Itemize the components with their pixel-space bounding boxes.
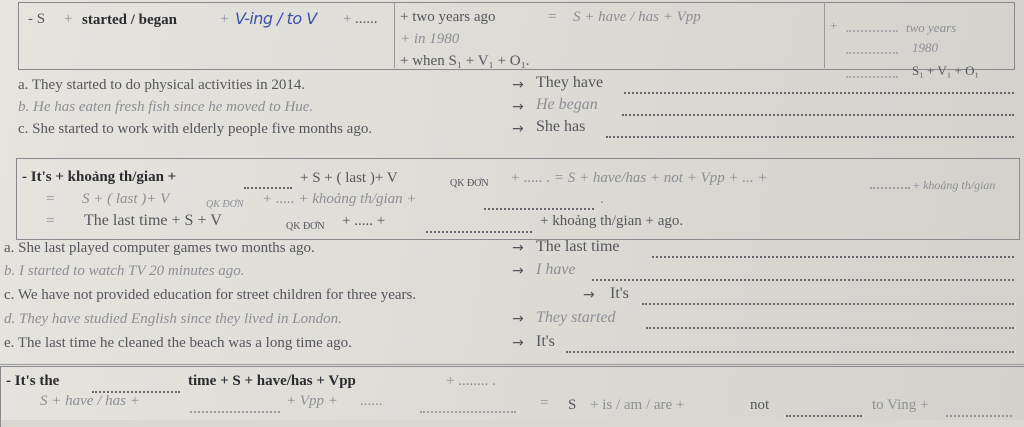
arrow-icon: → <box>512 263 524 279</box>
exercise-2b-sentence: b. I started to watch TV 20 minutes ago. <box>4 263 245 279</box>
formula-plus: + <box>343 11 352 27</box>
formula3-equals: = <box>540 395 549 411</box>
arrow-icon: → <box>512 99 524 115</box>
formula3-is-am-are: + is / am / are + <box>590 397 685 413</box>
formula2-s-last-v-alt: S + ( last )+ V <box>82 191 170 207</box>
exercise-2c-answer-line[interactable] <box>642 303 1014 305</box>
formula3-to-ving: to Ving + <box>872 397 929 413</box>
formula-blank: ...... <box>355 11 378 27</box>
formula3-end: + ........ . <box>446 373 496 389</box>
formula-verb-started-began: started / began <box>82 12 177 28</box>
answer-line <box>244 187 292 189</box>
formula2-equals: = <box>46 191 55 207</box>
formula-divider-2 <box>824 2 825 68</box>
answer-line <box>484 208 594 210</box>
exercise-1a-answer-line[interactable] <box>624 92 1014 94</box>
formula-plus: + <box>830 18 838 33</box>
answer-line <box>846 52 898 54</box>
arrow-icon: → <box>512 335 524 351</box>
formula-box-first-time <box>0 366 1024 427</box>
arrow-icon: → <box>512 121 524 137</box>
formula-equals: = <box>548 9 557 25</box>
exercise-2e-answer-line[interactable] <box>566 351 1014 353</box>
formula2-plus-blank: + ..... + <box>342 213 386 229</box>
formula-divider-1 <box>394 2 395 68</box>
exercise-2b-prompt: I have <box>536 261 576 278</box>
formula-plus: + <box>64 11 73 27</box>
exercise-2b-answer-line[interactable] <box>592 279 1014 281</box>
formula-option-two-years-ago: + two years ago <box>400 9 496 25</box>
formula2-its-time: - It's + khoảng th/gian + <box>22 169 177 185</box>
exercise-2a-answer-line[interactable] <box>652 256 1014 258</box>
formula3-blank: ...... <box>360 393 383 409</box>
formula2-equals: = <box>46 213 55 229</box>
formula3-vpp: + Vpp + <box>286 393 338 409</box>
formula2-tense-label: QK ĐƠN <box>286 221 325 232</box>
handwritten-answer: V-ing / to V <box>235 9 317 28</box>
formula2-period: . <box>600 191 604 207</box>
formula2-duration-ago: + khoảng th/gian + ago. <box>540 213 684 229</box>
exercise-2a-prompt: The last time <box>536 238 620 255</box>
answer-line <box>420 411 516 413</box>
formula-plus: + <box>220 11 229 27</box>
formula3-s-have-has: S + have / has + <box>40 393 140 409</box>
formula-prefix: - S <box>28 11 46 27</box>
exercise-2c-sentence: c. We have not provided education for street children for three years. <box>4 287 417 303</box>
answer-line <box>846 76 898 78</box>
exercise-2d-prompt: They started <box>536 309 616 326</box>
section3-top-rule <box>0 364 1024 365</box>
answer-line <box>786 415 862 417</box>
exercise-2c-prompt: It's <box>610 285 629 302</box>
formula-right-1980: 1980 <box>912 40 938 55</box>
exercise-2d-sentence: d. They have studied English since they lived in London. <box>4 311 342 327</box>
exercise-1a-sentence: a. They started to do physical activities in 2014. <box>18 77 306 93</box>
exercise-2d-answer-line[interactable] <box>646 327 1014 329</box>
exercise-2a-sentence: a. She last played computer games two months ago. <box>4 240 315 256</box>
formula-right-clause: S₁ + V₁ + O₁ <box>912 63 980 78</box>
formula2-tense-label: QK ĐƠN <box>206 199 244 210</box>
formula3-time-clause: time + S + have/has + Vpp <box>188 373 356 389</box>
formula-option-in-1980: + in 1980 <box>400 31 460 47</box>
formula-right-two-years: two years <box>906 20 957 35</box>
formula2-s-last-v: + S + ( last )+ V <box>300 170 398 186</box>
formula-option-when-clause: + when S₁ + V₁ + O₁. <box>400 53 530 69</box>
arrow-icon: → <box>512 240 524 256</box>
exercise-1c-sentence: c. She started to work with elderly people five months ago. <box>18 121 373 137</box>
exercise-1c-prompt: She has <box>536 118 586 135</box>
exercise-1b-answer-line[interactable] <box>622 114 1014 116</box>
arrow-icon: → <box>512 311 524 327</box>
arrow-icon: → <box>583 287 595 303</box>
formula2-duration-clause: + ..... + khoảng th/gian + <box>262 191 417 207</box>
exercise-1b-prompt: He began <box>536 96 598 113</box>
answer-line <box>870 187 910 189</box>
formula3-s: S <box>568 397 577 413</box>
answer-line <box>426 231 532 233</box>
formula2-have-not-vpp: + ..... . = S + have/has + not + Vpp + ... + <box>510 170 768 186</box>
arrow-icon: → <box>512 77 524 93</box>
answer-line <box>846 30 898 32</box>
exercise-2e-sentence: e. The last time he cleaned the beach was a long time ago. <box>4 335 352 351</box>
answer-line <box>190 411 280 413</box>
formula2-last-time: The last time + S + V <box>84 212 222 229</box>
formula-result: S + have / has + Vpp <box>573 9 701 25</box>
formula3-not: not <box>750 397 770 413</box>
exercise-1a-prompt: They have <box>536 74 604 91</box>
exercise-1c-answer-line[interactable] <box>606 136 1014 138</box>
answer-line <box>946 415 1012 417</box>
formula2-tense-label: QK ĐƠN <box>450 178 489 189</box>
exercise-1b-sentence: b. He has eaten fresh fish since he moved to Hue. <box>18 99 314 115</box>
formula3-its-the: - It's the <box>6 373 60 389</box>
formula2-duration: + khoảng th/gian <box>912 178 996 192</box>
exercise-2e-prompt: It's <box>536 333 555 350</box>
